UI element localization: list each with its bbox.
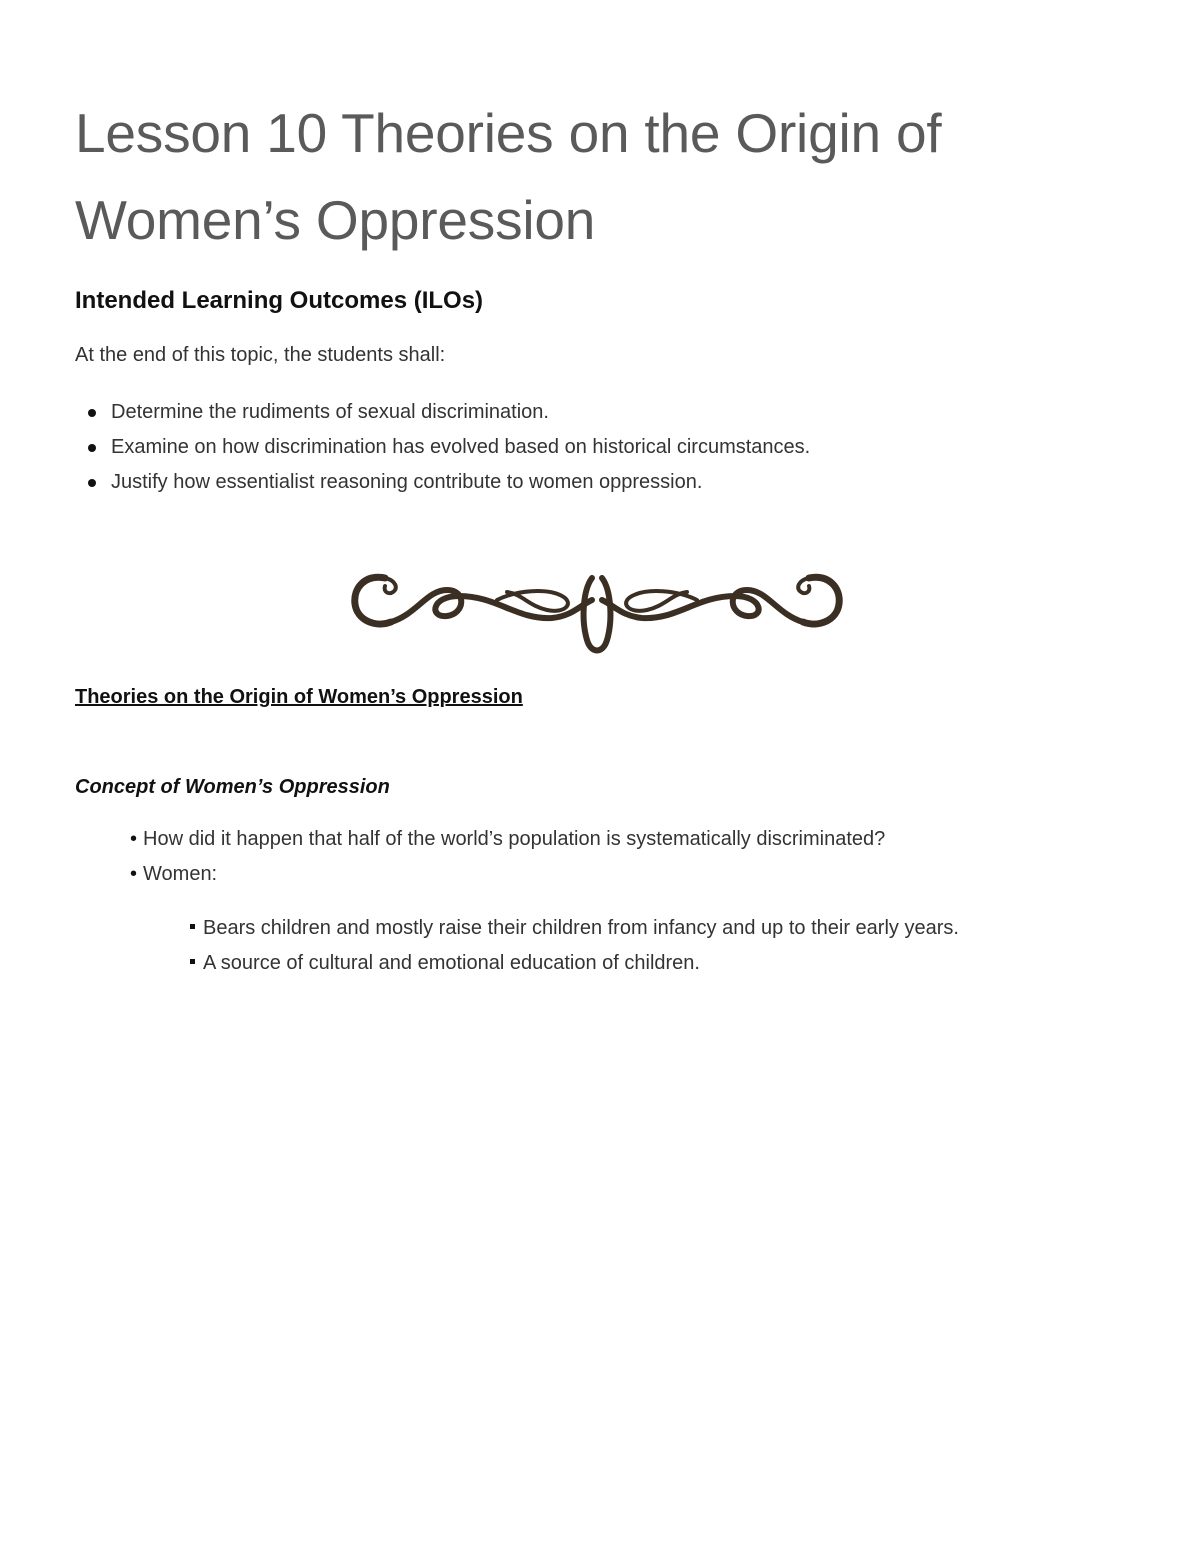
flourish-divider-icon (347, 560, 847, 660)
ilo-item-text: Determine the rudiments of sexual discrimination. (111, 401, 549, 423)
concept-item-text: How did it happen that half of the world’s population is systematically discriminated? (143, 828, 886, 850)
square-bullet-icon (190, 924, 195, 929)
women-sub-list (190, 911, 959, 981)
ilo-item (75, 430, 810, 465)
square-bullet-icon (190, 959, 195, 964)
ilo-item-text: Justify how essentialist reasoning contribute to women oppression. (111, 471, 703, 493)
ilo-item (75, 465, 810, 500)
women-item-text: A source of cultural and emotional education of children. (203, 952, 700, 974)
ilo-intro-text: At the end of this topic, the students shall: (75, 344, 446, 366)
bullet-icon: • (130, 863, 138, 885)
concept-item (130, 822, 885, 857)
women-item (190, 946, 959, 981)
ilo-item (75, 395, 810, 430)
bullet-icon (88, 444, 96, 452)
ilo-list (75, 395, 810, 500)
women-item-text: Bears children and mostly raise their children from infancy and up to their early years. (203, 917, 959, 939)
women-item (190, 911, 959, 946)
concept-list (130, 822, 885, 892)
bullet-icon (88, 479, 96, 487)
ilo-item-text: Examine on how discrimination has evolved based on historical circumstances. (111, 436, 811, 458)
bullet-icon (88, 409, 96, 417)
theories-heading: Theories on the Origin of Women’s Oppression (75, 686, 523, 708)
concept-item-text: Women: (143, 863, 218, 885)
bullet-icon: • (130, 828, 138, 850)
concept-heading: Concept of Women’s Oppression (75, 776, 390, 798)
concept-item (130, 857, 885, 892)
ilo-heading: Intended Learning Outcomes (ILOs) (75, 287, 484, 314)
document-title: Lesson 10 Theories on the Origin of Women’s Oppression (75, 102, 942, 251)
